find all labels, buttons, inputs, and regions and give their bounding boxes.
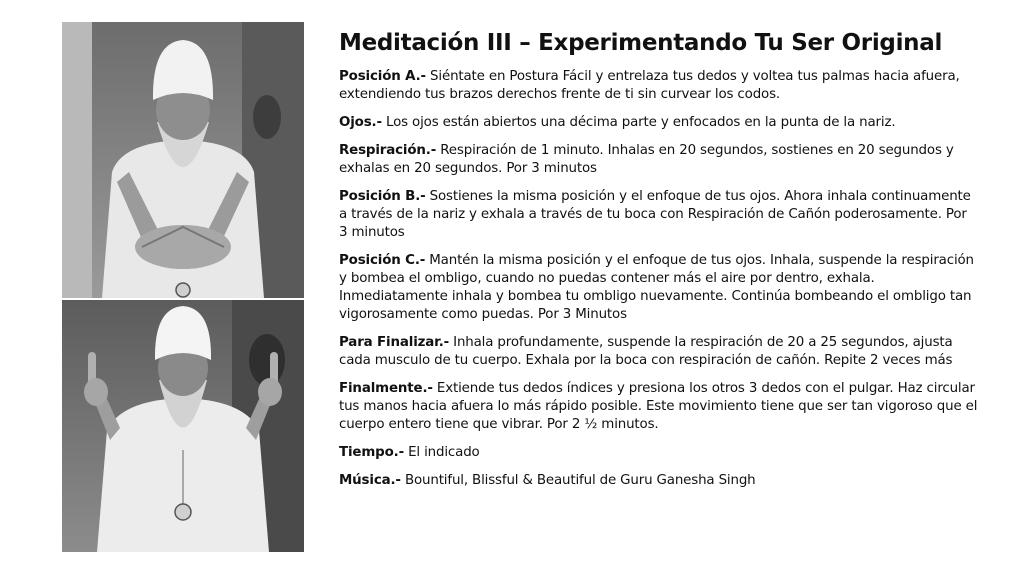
section-text: Los ojos están abiertos una décima parte y enfocados en la punta de la nariz.: [381, 115, 896, 130]
section-text: El indicado: [404, 445, 480, 460]
photo-meditation-index-fingers-raised-icon: [62, 300, 304, 552]
section-tiempo: [339, 444, 979, 462]
section-label: Posición C.-: [339, 253, 426, 268]
section-text: Sostienes la misma posición y el enfoque de tus ojos. Ahora inhala continuamente a través de la nariz y exhala a través de tu boca con Respiración de Cañón poderosamente. Por 3 minutos: [339, 189, 971, 240]
meditation-photo-finalmente: [62, 300, 304, 552]
section-ojos: [339, 114, 979, 132]
section-label: Posición A.-: [339, 69, 426, 84]
section-label: Ojos.-: [339, 115, 382, 130]
section-text: Inhala profundamente, suspende la respiración de 20 a 25 segundos, ajusta cada musculo de tu cuerpo. Exhala por la boca con respiración de cañón. Repite 2 veces más: [339, 335, 953, 368]
section-text: Mantén la misma posición y el enfoque de tus ojos. Inhala, suspende la respiración y bombea el ombligo, cuando no puedas contener más el aire por dentro, exhala. Inmediatamente inhala y bombea tu ombligo nuevamente. Continúa bombeando el ombligo tan vigorosamente como puedas. Por 3 Minutos: [339, 253, 974, 322]
section-label: Música.-: [339, 473, 401, 488]
section-text: Siéntate en Postura Fácil y entrelaza tus dedos y voltea tus palmas hacia afuera, extendiendo tus brazos derechos frente de ti sin curvear los codos.: [339, 69, 960, 102]
section-finalmente: [339, 380, 979, 434]
page-title: Meditación III – Experimentando Tu Ser Original: [339, 30, 943, 56]
section-para-finalizar: [339, 334, 979, 370]
section-posicion-c: [339, 252, 979, 324]
section-label: Finalmente.-: [339, 381, 433, 396]
section-text: Extiende tus dedos índices y presiona los otros 3 dedos con el pulgar. Haz circular tus manos hacia afuera lo más rápido posible. Este movimiento tiene que ser tan vigoroso que el cuerpo entero tiene que vibrar. Por 2 ½ minutos.: [339, 381, 978, 432]
section-text: Respiración de 1 minuto. Inhalas en 20 segundos, sostienes en 20 segundos y exhalas en 20 segundos. Por 3 minutos: [339, 143, 954, 176]
meditation-photo-position-a: [62, 22, 304, 298]
section-musica: [339, 472, 979, 490]
section-respiracion: [339, 142, 979, 178]
instructions-panel: [339, 30, 979, 500]
section-label: Respiración.-: [339, 143, 437, 158]
photo-meditation-hands-interlaced-icon: [62, 22, 304, 298]
section-label: Posición B.-: [339, 189, 426, 204]
section-posicion-a: [339, 68, 979, 104]
section-label: Para Finalizar.-: [339, 335, 450, 350]
section-label: Tiempo.-: [339, 445, 404, 460]
section-posicion-b: [339, 188, 979, 242]
section-text: Bountiful, Blissful & Beautiful de Guru Ganesha Singh: [400, 473, 756, 488]
